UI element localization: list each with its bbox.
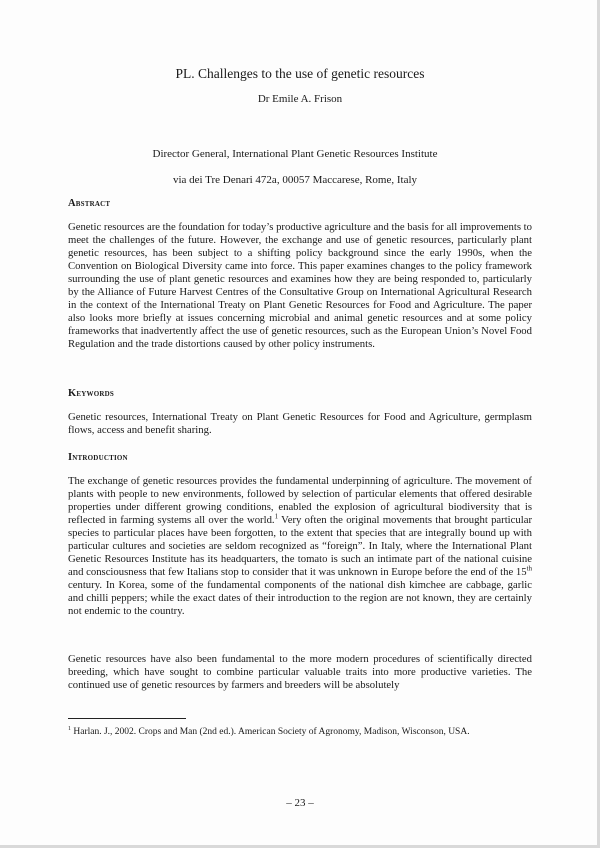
author-affiliation: Director General, International Plant Genetic Resources Institute <box>152 148 438 160</box>
ordinal-suffix: th <box>526 564 533 573</box>
footnote <box>68 726 538 737</box>
keywords-heading: Keywords <box>68 388 114 399</box>
footnote-marker: 1 <box>68 726 71 732</box>
introduction-heading: Introduction <box>68 452 128 463</box>
abstract-text: Genetic resources are the foundation for today’s productive agriculture and the basis for all improvements to meet the challenges of the future. However, the exchange and use of genetic resources, particularly plant genetic resources, has been subject to a shifting policy background since the early 1990s, when the Convention on Biological Diversity came into force. This paper examines changes to the policy framework surrounding the use of plant genetic resources and examines how they are being responded to, particularly by the Alliance of Future Harvest Centres of the Consultative Group on International Agricultural Research in the context of the International Treaty on Plant Genetic Resources for Food and Agriculture. The paper also looks more briefly at issues concerning microbial and animal genetic resources and at some policy frameworks that inadvertently affect the use of genetic resources, such as the European Union’s Novel Food Regulation and the trade distortions caused by other policy instruments. <box>68 221 532 350</box>
paper-title: PL. Challenges to the use of genetic resources <box>175 66 425 81</box>
intro-p1-part-b: Very often the original movements that brought particular species to particular places have been forgotten, to the extent that species that are integrally bound up with particular cultures and societies are seldom recognized as “foreign”. In Italy, where the International Plant Genetic Resources Institute has its headquarters, the tomato is such an intimate part of the national cuisine and consciousness that few Italians stop to consider that it was unknown in Europe before the end of the 15 <box>68 514 533 578</box>
author-name: Dr Emile A. Frison <box>257 93 343 105</box>
page-number: – 23 – <box>286 797 314 809</box>
intro-p1-part-a: The exchange of genetic resources provides the fundamental underpinning of agriculture. The movement of plants with people to new environments, followed by selection of particular elements that offered desirable properties under different growing conditions, enabled the explosion of agricultural biodiversity that is reflected in farming systems all over the world. <box>68 475 532 526</box>
keywords-text: Genetic resources, International Treaty on Plant Genetic Resources for Food and Agriculture, germplasm flows, access and benefit sharing. <box>68 411 532 436</box>
footnote-text: Harlan. J., 2002. Crops and Man (2nd ed.). American Society of Agronomy, Madison, Wisconson, USA. <box>71 727 470 738</box>
introduction-paragraph-2: Genetic resources have also been fundamental to the more modern procedures of scientifically directed breeding, which have sought to combine particular valuable traits into more productive varieties. The continued use of genetic resources by farmers and breeders will be absolutely <box>68 653 532 691</box>
footnote-reference: 1 <box>274 512 279 521</box>
introduction-paragraph-1 <box>68 475 532 618</box>
abstract-heading: Abstract <box>68 198 111 209</box>
footnote-divider <box>68 718 186 719</box>
intro-p1-part-c: century. In Korea, some of the fundamental components of the national dish kimchee are cabbage, garlic and chilli peppers; while the exact dates of their introduction to the region are not known, they are certainly not endemic to the country. <box>68 579 532 617</box>
author-address: via dei Tre Denari 472a, 00057 Maccarese, Rome, Italy <box>172 174 418 186</box>
